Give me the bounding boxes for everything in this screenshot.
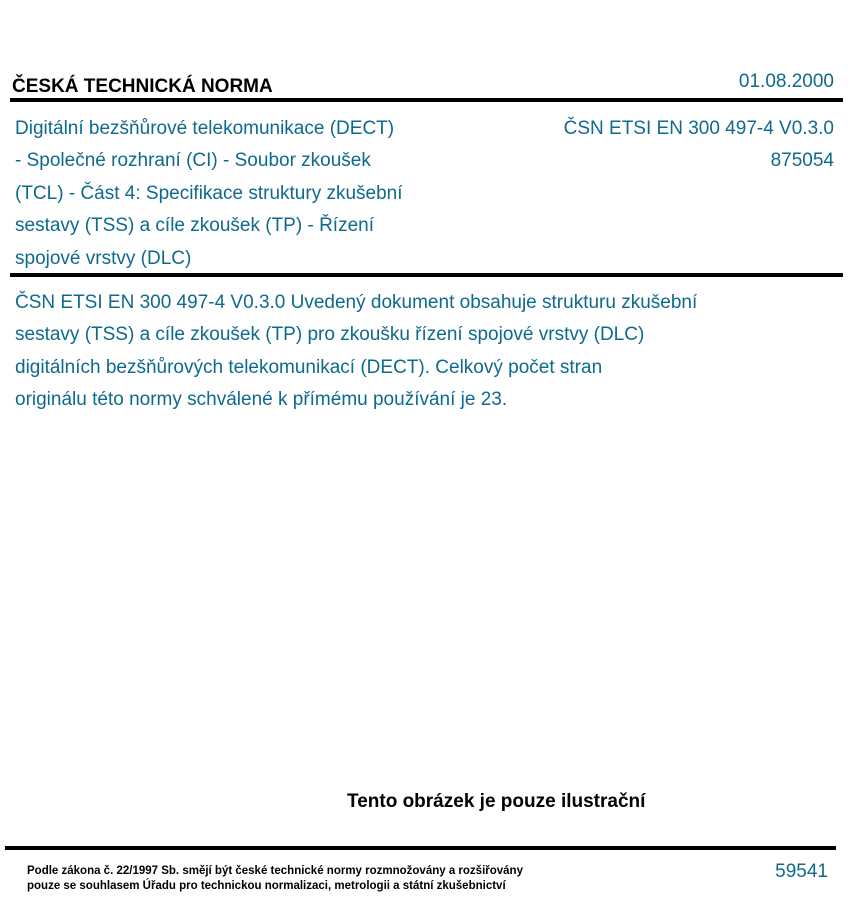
standard-code: ČSN ETSI EN 300 497-4 V0.3.0 bbox=[563, 118, 834, 139]
publication-date: 01.08.2000 bbox=[738, 71, 834, 92]
document-title-line: spojové vrstvy (DLC) bbox=[15, 247, 192, 269]
standard-identifiers bbox=[564, 113, 834, 178]
description-line: digitálních bezšňůrových telekomunikací (DECT). Celkový počet stran bbox=[15, 356, 603, 378]
footer-divider bbox=[5, 846, 836, 850]
illustrative-notice: Tento obrázek je pouze ilustrační bbox=[347, 791, 646, 812]
page-title: ČESKÁ TECHNICKÁ NORMA bbox=[12, 76, 273, 97]
document-title-line: (TCL) - Část 4: Specifikace struktury zkušební bbox=[15, 182, 403, 204]
document-title-line: - Společné rozhraní (CI) - Soubor zkoušek bbox=[15, 150, 371, 172]
catalog-number: 875054 bbox=[770, 150, 834, 172]
section-divider bbox=[10, 273, 843, 277]
legal-notice-line: pouze se souhlasem Úřadu pro technickou normalizaci, metrologii a státní zkušebnictví bbox=[27, 880, 506, 892]
document-title bbox=[15, 113, 485, 275]
document-number: 59541 bbox=[775, 861, 828, 882]
description-line: sestavy (TSS) a cíle zkoušek (TP) pro zkoušku řízení spojové vrstvy (DLC) bbox=[15, 324, 645, 346]
document-title-line: Digitální bezšňůrové telekomunikace (DECT) bbox=[15, 118, 395, 139]
document-description bbox=[15, 287, 815, 417]
description-line: originálu této normy schválené k přímému používání je 23. bbox=[15, 389, 508, 411]
header-divider bbox=[10, 98, 843, 102]
legal-notice-line: Podle zákona č. 22/1997 Sb. smějí být české technické normy rozmnožovány a rozšiřovány bbox=[27, 865, 523, 877]
document-title-line: sestavy (TSS) a cíle zkoušek (TP) - Řízení bbox=[15, 215, 374, 237]
description-line: ČSN ETSI EN 300 497-4 V0.3.0 Uvedený dokument obsahuje strukturu zkušební bbox=[15, 292, 698, 313]
legal-notice bbox=[27, 864, 523, 894]
